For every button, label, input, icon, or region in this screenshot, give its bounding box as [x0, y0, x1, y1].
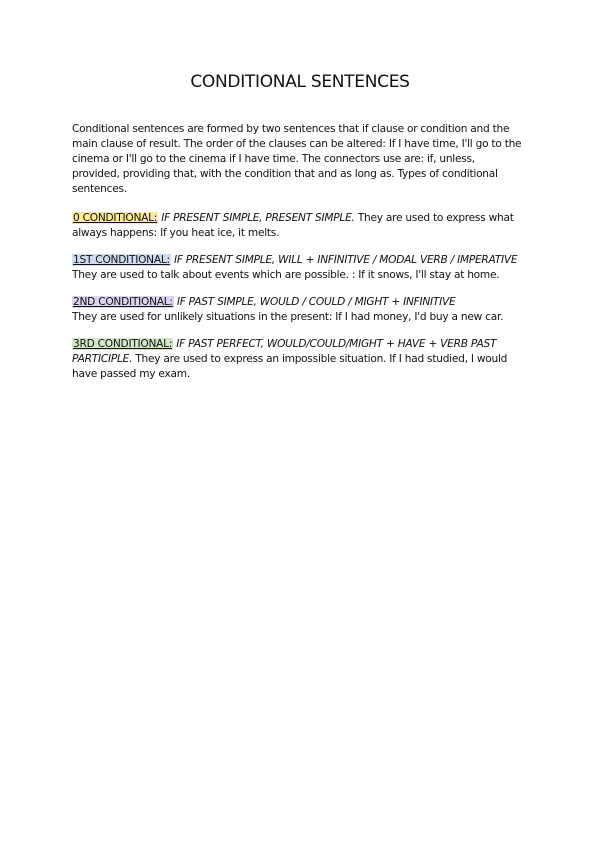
zero-conditional-label: 0 CONDITIONAL:	[73, 212, 158, 224]
second-conditional-formula: IF PAST SIMPLE, WOULD / COULD / MIGHT + INFINITIVE	[176, 296, 456, 308]
page-title: CONDITIONAL SENTENCES	[190, 72, 410, 92]
first-conditional-description: They are used to talk about events which are possible. : If it snows, I'll stay at home.	[72, 269, 500, 281]
second-conditional-description: They are used for unlikely situations in the present: If I had money, I'd buy a new car.	[72, 311, 504, 323]
first-conditional-label: 1ST CONDITIONAL:	[73, 254, 170, 266]
first-conditional-formula: IF PRESENT SIMPLE, WILL + INFINITIVE / MODAL VERB / IMPERATIVE	[173, 254, 518, 266]
second-conditional-paragraph	[72, 295, 524, 325]
intro-paragraph: Conditional sentences are formed by two sentences that if clause or condition and the main clause of result. The order of the clauses can be altered: If I have time, I'll go to the cinema or I'll go to the cinema if I have time. The connectors use are: if, unless, provided, providing that, with the condition that and as long as. Types of conditional sentences.	[72, 123, 522, 195]
third-conditional-label: 3RD CONDITIONAL:	[73, 338, 173, 350]
document-body	[72, 122, 524, 394]
third-conditional-description: They are used to express an impossible situation. If I had studied, I would have passed my exam.	[72, 353, 508, 380]
first-conditional-paragraph	[72, 253, 524, 283]
zero-conditional-description: They are used to express what always happens: If you heat ice, it melts.	[72, 212, 514, 239]
third-conditional-paragraph	[72, 337, 524, 382]
second-conditional-label: 2ND CONDITIONAL:	[73, 296, 173, 308]
third-conditional-formula: IF PAST PERFECT, WOULD/COULD/MIGHT + HAVE + VERB PAST PARTICIPLE.	[72, 338, 497, 365]
zero-conditional-formula: IF PRESENT SIMPLE, PRESENT SIMPLE.	[161, 212, 355, 224]
zero-conditional-paragraph	[72, 211, 524, 241]
